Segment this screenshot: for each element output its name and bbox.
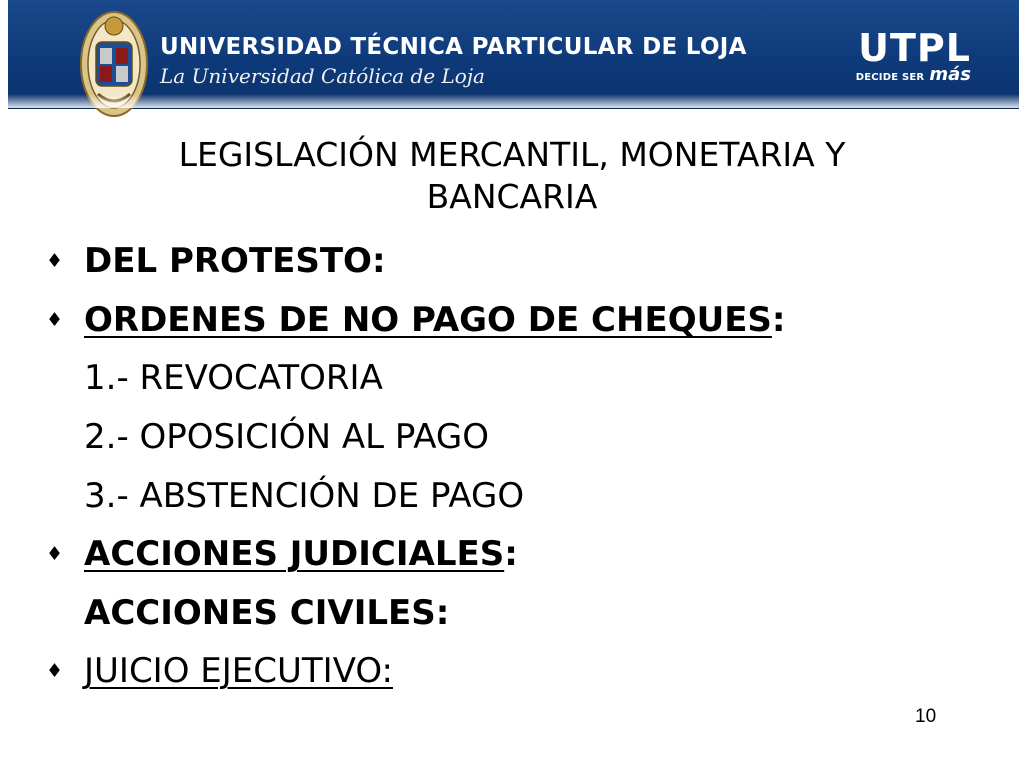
list-item: [46, 408, 986, 467]
utpl-logo: UTPL: [858, 26, 971, 70]
page-number: 10: [915, 706, 937, 727]
utpl-tagline-big: más: [929, 64, 971, 85]
list-item: [46, 584, 986, 643]
diamond-bullet-icon: ♦: [46, 660, 64, 683]
list-item-text: ACCIONES CIVILES:: [84, 592, 450, 633]
list-item: [46, 642, 986, 701]
list-item: [46, 232, 986, 291]
slide-content: [46, 232, 986, 701]
diamond-bullet-icon: ♦: [46, 250, 64, 273]
slide-title-line-1: LEGISLACIÓN MERCANTIL, MONETARIA Y: [178, 135, 846, 174]
list-item-text: DEL PROTESTO:: [84, 241, 386, 282]
list-item-underlined: ORDENES DE NO PAGO DE CHEQUES: [84, 299, 772, 340]
banner-fade: [8, 94, 1019, 108]
list-item: [46, 349, 986, 408]
list-item: [46, 525, 986, 584]
list-item: [46, 466, 986, 525]
list-item-suffix: :: [504, 534, 518, 575]
diamond-bullet-icon: ♦: [46, 308, 64, 331]
slide-title-line-2: BANCARIA: [426, 177, 598, 216]
list-item-text: [84, 651, 393, 691]
slide-title: [0, 134, 1024, 218]
header-banner: [8, 0, 1019, 109]
utpl-tagline: [856, 64, 971, 85]
university-slogan: La Universidad Católica de Loja: [160, 64, 485, 88]
list-item-text: 3.- ABSTENCIÓN DE PAGO: [84, 475, 525, 516]
list-item-underlined: ACCIONES JUDICIALES: [84, 534, 505, 575]
list-item-suffix: :: [771, 299, 786, 340]
list-item-underlined: JUICIO EJECUTIVO:: [84, 651, 393, 692]
list-item: [46, 291, 986, 350]
university-name: UNIVERSIDAD TÉCNICA PARTICULAR DE LOJA: [160, 34, 747, 60]
list-item-text: 1.- REVOCATORIA: [84, 358, 383, 399]
list-item-text: [84, 300, 786, 340]
list-item-text: 2.- OPOSICIÓN AL PAGO: [84, 417, 490, 458]
list-item-text: [84, 534, 518, 574]
utpl-tagline-small: DECIDE SER: [855, 72, 925, 83]
diamond-bullet-icon: ♦: [46, 543, 64, 566]
